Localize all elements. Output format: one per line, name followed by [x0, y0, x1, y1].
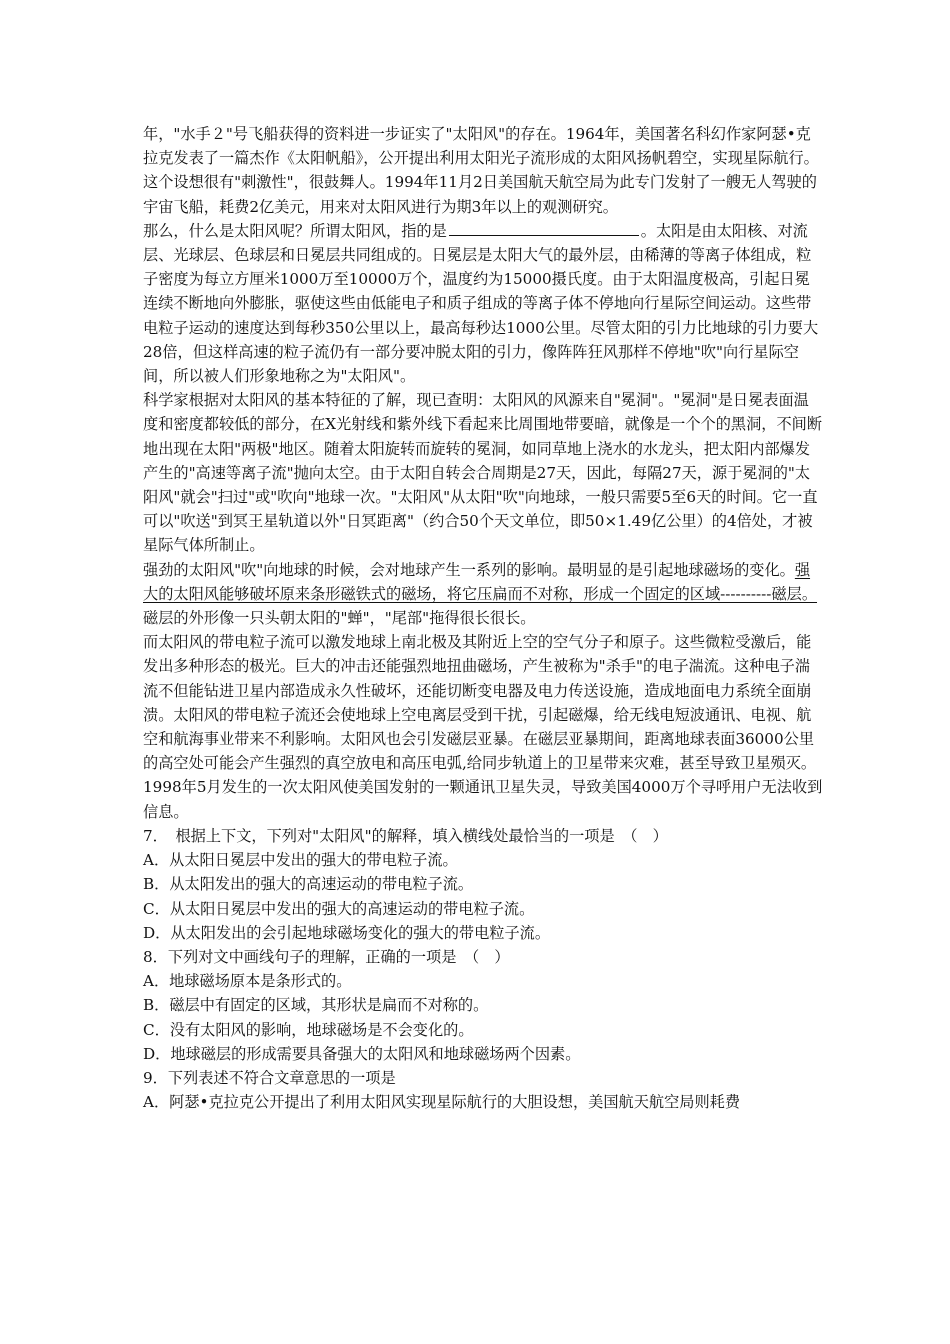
paragraph-4-rest: 磁层的外形像一只头朝太阳的"蝉"，"尾部"拖得很长很长。 — [143, 609, 536, 628]
question-8-option-c: C．没有太阳风的影响，地球磁场是不会变化的。 — [143, 1020, 474, 1039]
underlined-sentence: 强大的太阳风能够破坏原来条形磁铁式的磁场，将它压扁而不对称，形成一个固定的区域----------磁层。 — [143, 560, 818, 603]
question-7-option-c: C．从太阳日冕层中发出的强大的高速运动的带电粒子流。 — [143, 899, 535, 918]
paragraph-4-start: 强劲的太阳风"吹"向地球的时候，会对地球产生一系列的影响。最明显的是引起地球磁场的变化。 — [143, 560, 795, 579]
question-7-option-a: A．从太阳日冕层中发出的强大的带电粒子流。 — [143, 851, 458, 870]
paragraph-2-rest: 。太阳是由太阳核、对流层、光球层、色球层和日冕层共同组成的。日冕层是太阳大气的最外层，由稀薄的等离子体组成，粒子密度为每立方厘米1000万至10000万个，温度约为15000摄氏度。由于太阳温度极高，引起日冕连续不断地向外膨胀，驱使这些由低能电子和质子组成的等离子体不停地向行星际空间运动。这些带电粒子运动的速度达到每秒350公里以上，最高每秒达1000公里。尽管太阳的引力比地球的引力要大28倍，但这样高速的粒子流仍有一部分要冲脱太阳的引力，像阵阵狂风那样不停地"吹"向行星际空间，所以被人们形象地称之为"太阳风"。 — [143, 221, 819, 386]
question-9: 9．下列表述不符合文章意思的一项是 — [143, 1068, 396, 1087]
question-8-option-d: D．地球磁层的形成需要具备强大的太阳风和地球磁场两个因素。 — [143, 1044, 581, 1063]
question-8: 8．下列对文中画线句子的理解，正确的一项是 （ ） — [143, 947, 510, 966]
question-8-option-a: A．地球磁场原本是条形式的。 — [143, 972, 352, 991]
question-7-option-d: D．从太阳发出的会引起地球磁场变化的强大的带电粒子流。 — [143, 923, 551, 942]
paragraph-1: 年，"水手２"号飞船获得的资料进一步证实了"太阳风"的存在。1964年，美国著名科幻作家阿瑟•克拉克发表了一篇杰作《太阳帆船》，公开提出利用太阳光子流形成的太阳风扬帆碧空，实现星际航行。这个设想很有"刺激性"，很鼓舞人。1994年11月2日美国航天航空局为此专门发射了一艘无人驾驶的宇宙飞船，耗费2亿美元，用来对太阳风进行为期3年以上的观测研究。 — [143, 125, 819, 216]
question-8-option-b: B．磁层中有固定的区域，其形状是扁而不对称的。 — [143, 996, 489, 1015]
question-7-option-b: B．从太阳发出的强大的高速运动的带电粒子流。 — [143, 875, 474, 894]
paragraph-5: 而太阳风的带电粒子流可以激发地球上南北极及其附近上空的空气分子和原子。这些微粒受激后，能发出多种形态的极光。巨大的冲击还能强烈地扭曲磁场，产生被称为"杀手"的电子湍流。这种电子湍流不但能钻进卫星内部造成永久性破坏，还能切断变电器及电力传送设施，造成地面电力系统全面崩溃。太阳风的带电粒子流还会使地球上空电离层受到干扰，引起磁爆，给无线电短波通讯、电视、航空和航海事业带来不利影响。太阳风也会引发磁层亚暴。在磁层亚暴期间，距离地球表面36000公里的高空处可能会产生强烈的真空放电和高压电弧,给同步轨道上的卫星带来灾难，甚至导致卫星殒灭。1998年5月发生的一次太阳风使美国发射的一颗通讯卫星失灵，导致美国4000万个寻呼用户无法收到信息。 — [143, 633, 823, 821]
question-9-option-a: A．阿瑟•克拉克公开提出了利用太阳风实现星际航行的大胆设想，美国航天航空局则耗费 — [143, 1093, 741, 1112]
document-page — [143, 122, 823, 1114]
paragraph-3: 科学家根据对太阳风的基本特征的了解，现已查明：太阳风的风源来自"冕洞"。"冕洞"是日冕表面温度和密度都较低的部分，在X光射线和紫外线下看起来比周围地带要暗，就像是一个个的黑洞，不间断地出现在太阳"两极"地区。随着太阳旋转而旋转的冕洞，如同草地上浇水的水龙头，把太阳内部爆发产生的"高速等离子流"抛向太空。由于太阳自转会合周期是27天，因此，每隔27天，源于冕洞的"太阳风"就会"扫过"或"吹向"地球一次。"太阳风"从太阳"吹"向地球，一般只需要5至6天的时间。它一直可以"吹送"到冥王星轨道以外"日冥距离"（约合50个天文单位，即50×1.49亿公里）的4倍处，才被星际气体所制止。 — [143, 391, 823, 555]
paragraph-2 — [143, 219, 823, 388]
fill-in-blank — [449, 219, 639, 236]
paragraph-4 — [143, 558, 823, 631]
paragraph-2-start: 那么，什么是太阳风呢？所谓太阳风，指的是 — [143, 221, 447, 240]
question-7: 7． 根据上下文，下列对"太阳风"的解释，填入横线处最恰当的一项是 （ ） — [143, 826, 668, 845]
